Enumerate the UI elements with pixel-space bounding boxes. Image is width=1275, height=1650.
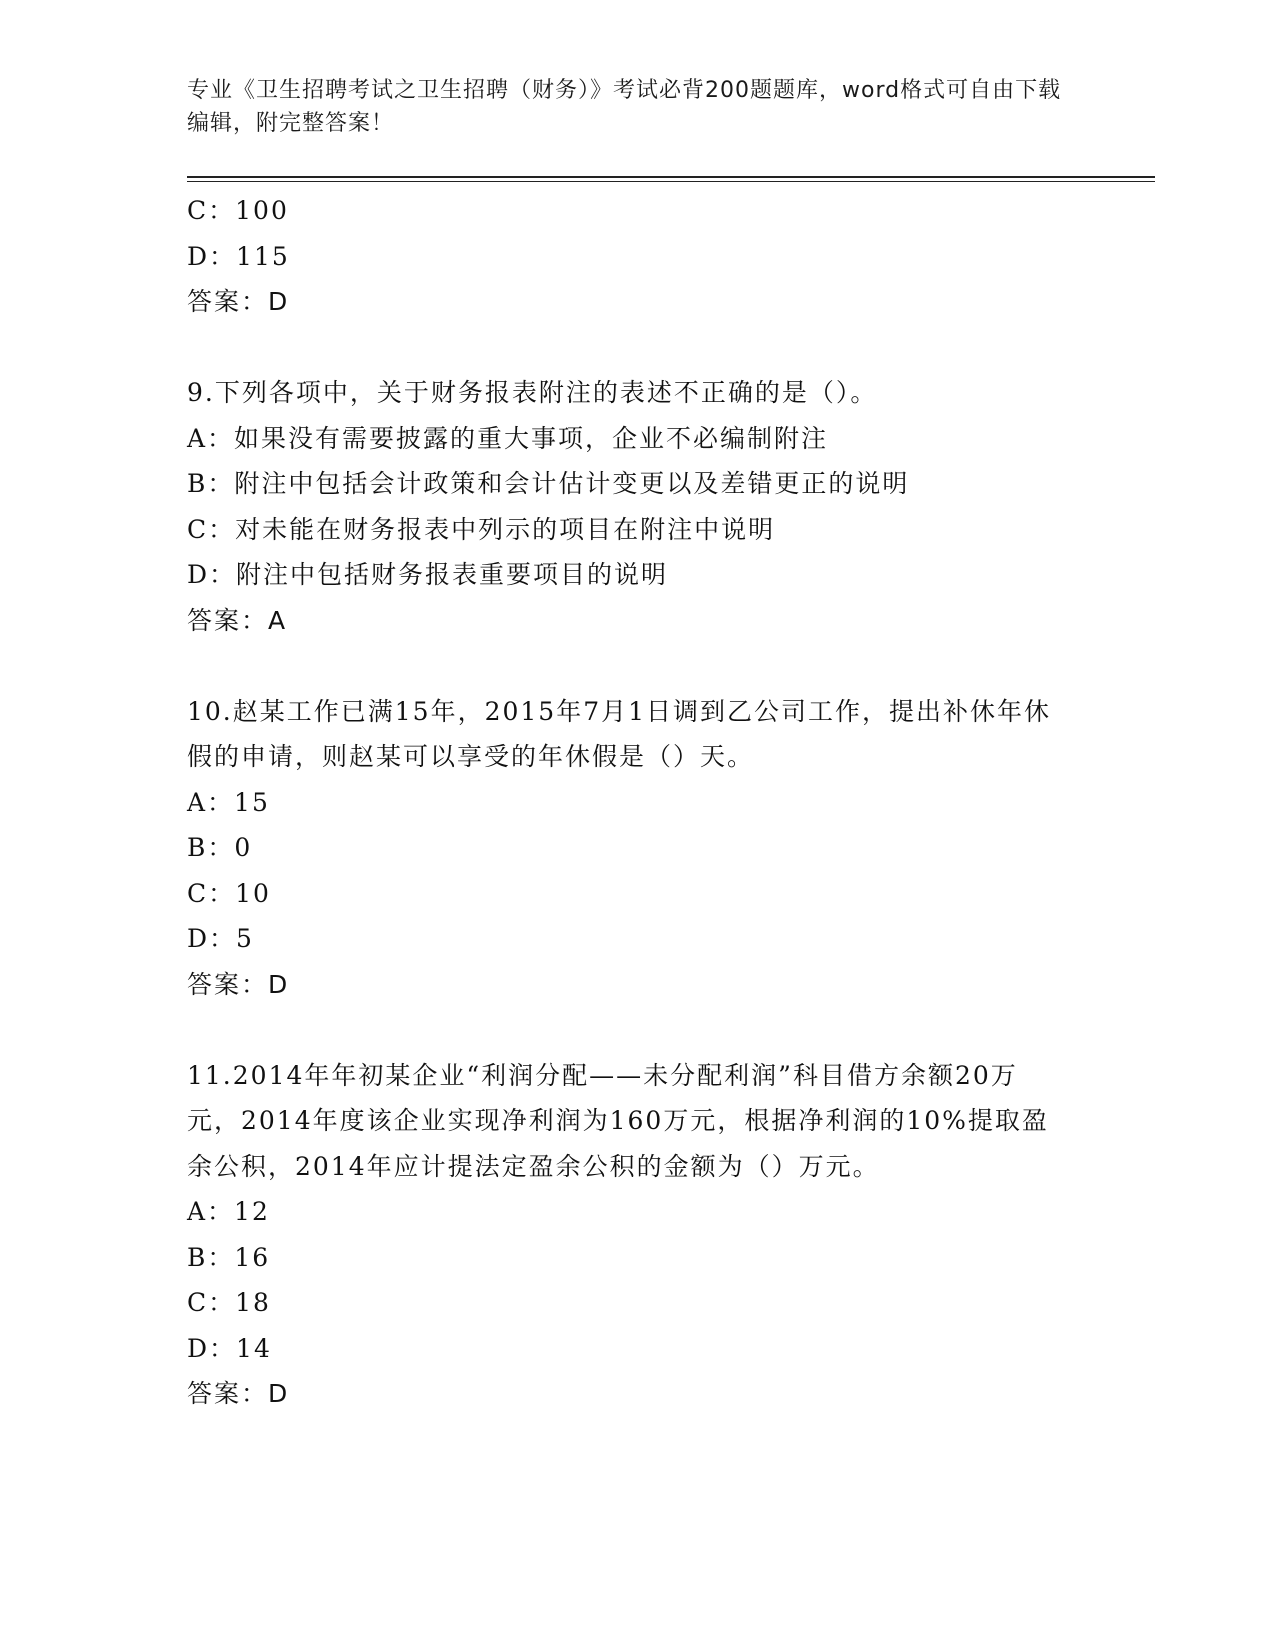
spacer bbox=[187, 1007, 1067, 1053]
option-d: D：5 bbox=[187, 924, 254, 953]
option-a: A：12 bbox=[187, 1197, 270, 1226]
option-c: C：100 bbox=[187, 196, 289, 225]
spacer bbox=[187, 643, 1067, 689]
question-9 bbox=[187, 370, 1067, 643]
header-divider bbox=[187, 176, 1155, 178]
option-d: D：14 bbox=[187, 1333, 272, 1363]
option-a: A：15 bbox=[187, 787, 270, 817]
option-c: C：18 bbox=[187, 1288, 271, 1317]
option-b: B：0 bbox=[187, 833, 253, 862]
option-c: C：对未能在财务报表中列示的项目在附注中说明 bbox=[187, 514, 776, 544]
option-d: D：115 bbox=[187, 241, 290, 271]
question-8-continued bbox=[187, 188, 1067, 325]
option-c: C：10 bbox=[187, 878, 271, 908]
answer-line: 答案：D bbox=[187, 969, 290, 999]
spacer bbox=[187, 325, 1067, 371]
page-header: 专业《卫生招聘考试之卫生招聘（财务）》考试必背200题题库，word格式可自由下载编辑，附完整答案！ bbox=[187, 78, 1062, 136]
question-stem: 9.下列各项中，关于财务报表附注的表述不正确的是（）。 bbox=[187, 378, 878, 407]
header-divider-thin bbox=[187, 181, 1155, 182]
option-b: B：附注中包括会计政策和会计估计变更以及差错更正的说明 bbox=[187, 469, 910, 498]
answer-line: 答案：D bbox=[187, 1379, 290, 1408]
question-stem: 10.赵某工作已满15年，2015年7月1日调到乙公司工作，提出补休年休假的申请，则赵某可以享受的年休假是（）天。 bbox=[187, 696, 1052, 771]
option-b: B：16 bbox=[187, 1242, 271, 1272]
question-10 bbox=[187, 689, 1067, 1008]
question-11 bbox=[187, 1053, 1067, 1417]
answer-line: 答案：D bbox=[187, 287, 290, 316]
answer-line: 答案：A bbox=[187, 605, 288, 635]
option-d: D：附注中包括财务报表重要项目的说明 bbox=[187, 560, 669, 589]
option-a: A：如果没有需要披露的重大事项，企业不必编制附注 bbox=[187, 423, 829, 453]
document-body bbox=[187, 188, 1067, 1417]
question-stem: 11.2014年年初某企业“利润分配——未分配利润”科目借方余额20万元，2014年度该企业实现净利润为160万元，根据净利润的10%提取盈余公积，2014年应计提法定盈余公积的金额为（）万元。 bbox=[187, 1060, 1049, 1181]
